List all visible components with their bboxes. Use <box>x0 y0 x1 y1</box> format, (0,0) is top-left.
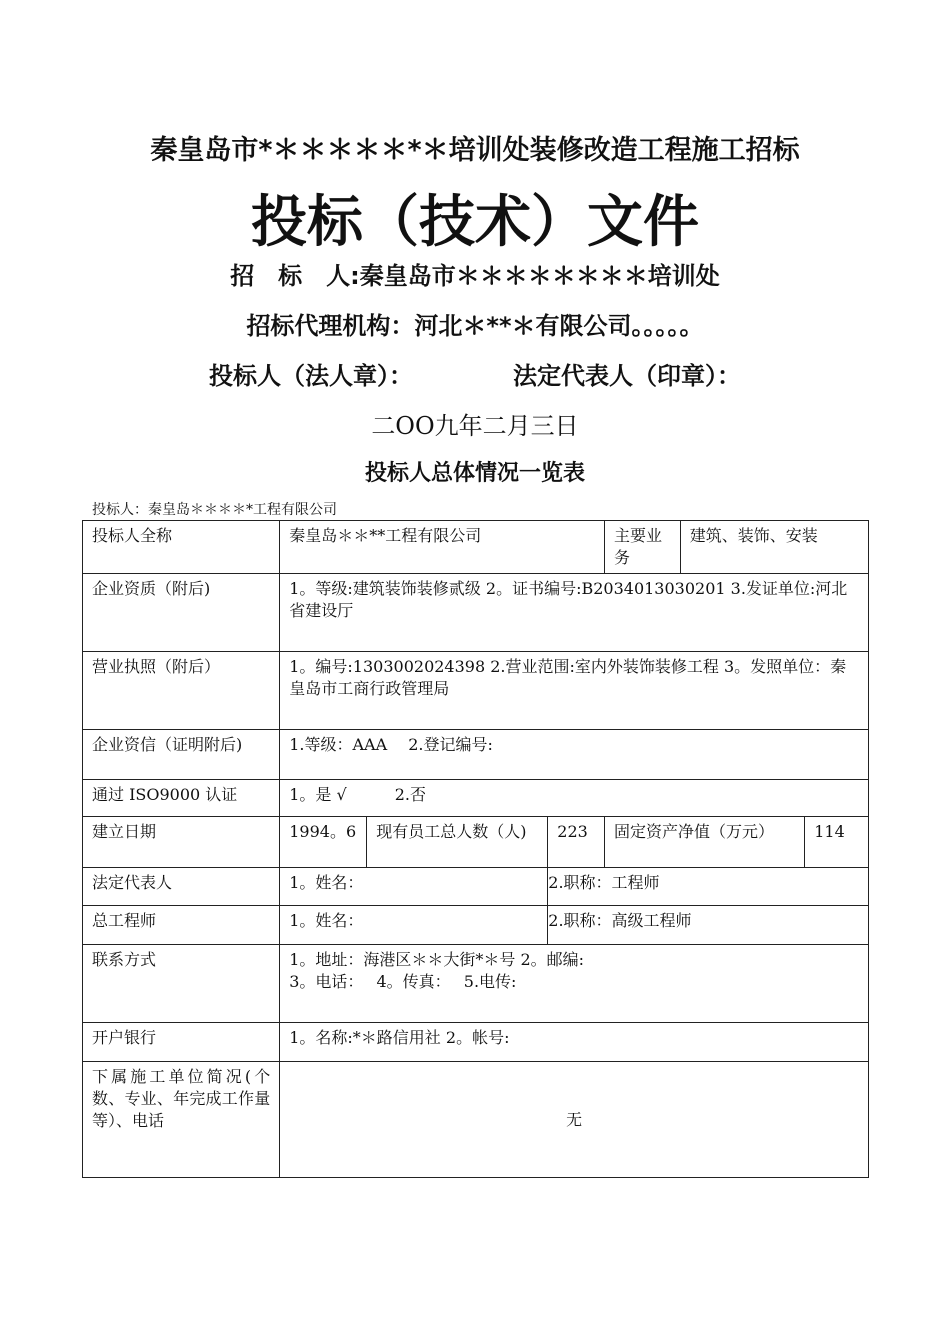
chief-engineer-name: 1。姓名： <box>280 906 548 945</box>
bidder-name-line: 投标人：秦皇岛＊＊＊＊*工程有限公司 <box>92 502 337 518</box>
contact-label: 联系方式 <box>83 945 280 1023</box>
document-date: 二OO九年二月三日 <box>371 412 579 440</box>
sub-units-value: 无 <box>280 1062 869 1178</box>
full-name-label: 投标人全称 <box>83 521 280 574</box>
main-business-label: 主要业务 <box>604 521 680 574</box>
chief-engineer-label: 总工程师 <box>83 906 280 945</box>
qualification-value: 1。等级:建筑装饰装修贰级 2。证书编号:B2034013030201 3.发证单位:河北省建设厅 <box>280 574 869 652</box>
contact-value <box>280 945 869 1023</box>
bidder-overview-table <box>82 520 869 1178</box>
table-row <box>83 780 869 817</box>
main-business-value: 建筑、装饰、安装 <box>680 521 868 574</box>
legal-rep-title: 2.职称：工程师 <box>548 868 869 906</box>
legal-rep-name: 1。姓名： <box>280 868 548 906</box>
full-name-value: 秦皇岛＊＊**工程有限公司 <box>280 521 605 574</box>
assets-label: 固定资产净值（万元） <box>604 817 804 868</box>
bank-label: 开户银行 <box>83 1023 280 1062</box>
bidder-seal-label: 投标人（法人章）： <box>209 362 413 390</box>
table-row <box>83 1062 869 1178</box>
legal-rep-seal-label: 法定代表人（印章）： <box>513 362 741 390</box>
project-title: 秦皇岛市*＊＊＊＊＊*＊培训处装修改造工程施工招标 <box>150 135 800 166</box>
table-title: 投标人总体情况一览表 <box>364 461 585 486</box>
contact-line-1: 1。地址：海港区＊＊大街*＊号 2。邮编: <box>289 950 585 969</box>
table-row <box>83 730 869 780</box>
table-row <box>83 574 869 652</box>
table-row <box>83 652 869 730</box>
license-label: 营业执照（附后） <box>83 652 280 730</box>
table-row <box>83 817 869 868</box>
table-row <box>83 945 869 1023</box>
table-row <box>83 868 869 906</box>
chief-engineer-title: 2.职称：高级工程师 <box>548 906 869 945</box>
contact-line-2: 3。电话： 4。传真： 5.电传: <box>289 972 517 991</box>
founded-value: 1994。6 <box>280 817 367 868</box>
legal-rep-label: 法定代表人 <box>83 868 280 906</box>
credit-label: 企业资信（证明附后) <box>83 730 280 780</box>
founded-label: 建立日期 <box>83 817 280 868</box>
staff-value: 223 <box>548 817 605 868</box>
table-row <box>83 906 869 945</box>
table-row <box>83 1023 869 1062</box>
bank-value: 1。名称:*＊路信用社 2。帐号: <box>280 1023 869 1062</box>
staff-label: 现有员工总人数（人) <box>367 817 548 868</box>
table-row <box>83 521 869 574</box>
qualification-label: 企业资质（附后) <box>83 574 280 652</box>
license-value: 1。编号:1303002024398 2.营业范围:室内外装饰装修工程 3。发照单位：秦皇岛市工商行政管理局 <box>280 652 869 730</box>
iso-value: 1。是 √ 2.否 <box>280 780 869 817</box>
agency-line: 招标代理机构：河北＊**＊有限公司。。。。。 <box>246 312 704 340</box>
iso-label: 通过 ISO9000 认证 <box>83 780 280 817</box>
assets-value: 114 <box>805 817 869 868</box>
tenderer-line: 招 标 人:秦皇岛市＊＊＊＊＊＊＊＊培训处 <box>230 262 720 290</box>
credit-value: 1.等级：AAA 2.登记编号: <box>280 730 869 780</box>
document-title: 投标（技术）文件 <box>251 190 699 255</box>
sub-units-label: 下属施工单位简况(个数、专业、年完成工作量等）、电话 <box>83 1062 280 1178</box>
seal-line <box>0 356 950 391</box>
